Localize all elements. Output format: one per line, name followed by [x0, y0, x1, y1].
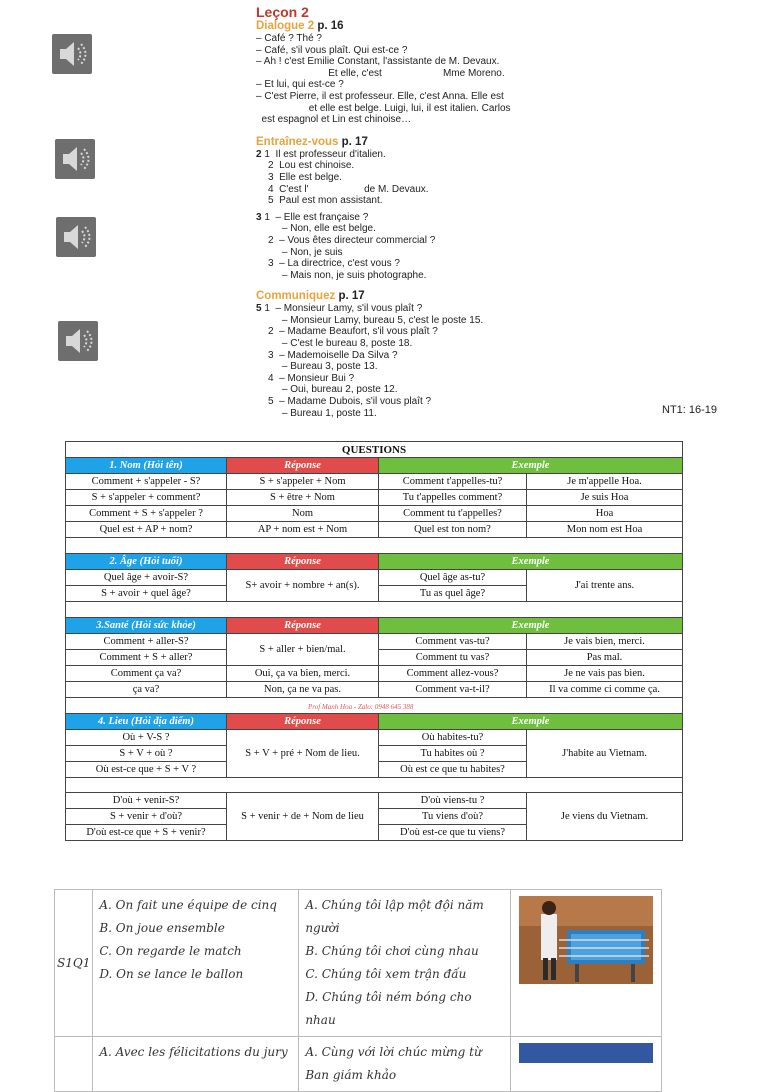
option-line: A. Cùng với lời chúc mừng từ Ban giám khảo	[305, 1045, 482, 1082]
table-cell: Où est-ce que + S + V ?	[66, 762, 227, 778]
exercise-line: 3 Elle est belge.	[268, 171, 342, 183]
table-cell: Comment + S + s'appeler ?	[66, 506, 227, 522]
exemple-header: Exemple	[379, 458, 683, 474]
table-cell: ça va?	[66, 682, 227, 698]
exercise-line: – Mais non, je suis photographe.	[268, 269, 427, 281]
lesson-text	[256, 4, 686, 419]
table-cell: Pas mal.	[527, 650, 683, 666]
table-cell: Quel âge as-tu?	[379, 570, 527, 586]
table-cell: Tu as quel âge?	[379, 586, 527, 602]
exercise-line: 2 1 Il est professeur d'italien.	[256, 148, 386, 160]
speaker-icon[interactable]	[52, 34, 92, 74]
table-cell: Il va comme ci comme ça.	[527, 682, 683, 698]
table-cell: Hoa	[527, 506, 683, 522]
exercise-line: – Bureau 1, poste 11.	[268, 407, 377, 419]
reponse-header: Réponse	[227, 554, 379, 570]
dialogue-line: – Ah ! c'est Emilie Constant, l'assistante de M. Devaux.	[256, 56, 500, 68]
photo-thumbnail	[519, 1043, 653, 1063]
table-cell: Où + V-S ?	[66, 730, 227, 746]
table-cell: Mon nom est Hoa	[527, 522, 683, 538]
exercise-line: 2 – Vous êtes directeur commercial ?	[268, 234, 436, 246]
exercise-line: 5 Paul est mon assistant.	[268, 195, 383, 207]
table-cell: S + avoir + quel âge?	[66, 586, 227, 602]
dialogue-heading: Dialogue 2 p. 16	[256, 20, 344, 32]
table-cell: Tu viens d'où?	[379, 809, 527, 825]
exemple-header: Exemple	[379, 554, 683, 570]
table-cell: Comment t'appelles-tu?	[379, 474, 527, 490]
french-options	[93, 890, 299, 1037]
option-line: D. Chúng tôi ném bóng cho nhau	[305, 990, 472, 1027]
speaker-icon[interactable]	[56, 217, 96, 257]
exercise-line: 4 – Monsieur Bui ?	[268, 372, 355, 384]
vietnamese-options	[299, 890, 511, 1037]
table-cell: S + venir + d'où?	[66, 809, 227, 825]
option-line: C. Chúng tôi xem trận đấu	[305, 967, 467, 981]
exercise-line: 3 1 – Elle est française ?	[256, 211, 369, 223]
table-cell: Comment va-t-il?	[379, 682, 527, 698]
table-cell: S + venir + de + Nom de lieu	[227, 793, 379, 841]
dialogue-line: et elle est belge. Luigi, lui, il est italien. Carlos	[256, 102, 511, 114]
table-cell: Quel est + AP + nom?	[66, 522, 227, 538]
exemple-header: Exemple	[379, 714, 683, 730]
dialogue-line: – Café, s'il vous plaît. Qui est-ce ?	[256, 44, 408, 56]
exemple-header: Exemple	[379, 618, 683, 634]
photo-cell	[511, 1037, 662, 1092]
table-cell: S + aller + bien/mal.	[227, 634, 379, 666]
table-cell: Comment tu t'appelles?	[379, 506, 527, 522]
exercise-line: 3 – La directrice, c'est vous ?	[268, 258, 400, 270]
communiquez-heading: Communiquez p. 17	[256, 290, 365, 303]
entrainez-heading: Entraînez-vous p. 17	[256, 135, 368, 148]
section-header: 2. Âge (Hỏi tuổi)	[66, 554, 227, 570]
option-line: B. On joue ensemble	[99, 921, 225, 935]
section-header: 1. Nom (Hỏi tên)	[66, 458, 227, 474]
option-line: A. Chúng tôi lập một đội năm người	[305, 898, 484, 935]
dialogue-line: Et elle, c'est Mme Moreno.	[256, 67, 505, 79]
dialogue-line: – Et lui, qui est-ce ?	[256, 79, 344, 91]
exercise-line: 2 Lou est chinoise.	[268, 160, 355, 172]
table-cell: AP + nom est + Nom	[227, 522, 379, 538]
dialogue-line: – C'est Pierre, il est professeur. Elle, c'est Anna. Elle est	[256, 90, 504, 102]
exercise-line: 3 – Mademoiselle Da Silva ?	[268, 349, 398, 361]
table-cell: Comment tu vas?	[379, 650, 527, 666]
track-note: NT1: 16-19	[662, 404, 718, 416]
exercise-line: 2 – Madame Beaufort, s'il vous plaît ?	[268, 326, 438, 338]
table-cell: Je suis Hoa	[527, 490, 683, 506]
exercise-line: – Non, je suis	[268, 246, 343, 258]
table-cell: Comment vas-tu?	[379, 634, 527, 650]
vietnamese-options	[299, 1037, 511, 1092]
table-cell: S+ avoir + nombre + an(s).	[227, 570, 379, 602]
exercise-line: 5 – Madame Dubois, s'il vous plaît ?	[268, 396, 432, 408]
reponse-header: Réponse	[227, 458, 379, 474]
question-label	[55, 1037, 93, 1092]
table-cell: Où habites-tu?	[379, 730, 527, 746]
table-cell: J'ai trente ans.	[527, 570, 683, 602]
option-line: D. On se lance le ballon	[99, 967, 244, 981]
table-cell: Où est ce que tu habites?	[379, 762, 527, 778]
table-cell: S + V + pré + Nom de lieu.	[227, 730, 379, 778]
watermark: Prof Mạnh Hoa - Zalo: 0948 645 388	[308, 703, 414, 711]
exercise-line: – Oui, bureau 2, poste 12.	[268, 384, 398, 396]
table-cell: D'où viens-tu ?	[379, 793, 527, 809]
exercise-line: – Non, elle est belge.	[268, 223, 376, 235]
foosball-photo	[519, 896, 653, 984]
question-label: S1Q1	[55, 890, 93, 1037]
table-cell: D'où + venir-S?	[66, 793, 227, 809]
table-cell: Comment + aller-S?	[66, 634, 227, 650]
reponse-header: Réponse	[227, 714, 379, 730]
table-cell: Nom	[227, 506, 379, 522]
table-cell: Quel âge + avoir-S?	[66, 570, 227, 586]
section-header: 3.Santé (Hỏi sức khỏe)	[66, 618, 227, 634]
table-cell: S + être + Nom	[227, 490, 379, 506]
table-cell: Tu t'appelles comment?	[379, 490, 527, 506]
speaker-icon[interactable]	[58, 321, 98, 361]
table-cell: Je m'appelle Hoa.	[527, 474, 683, 490]
exercise-line: 4 C'est l' de M. Devaux.	[268, 183, 429, 195]
photo-cell	[511, 890, 662, 1037]
dialogue-line: – Café ? Thé ?	[256, 33, 322, 44]
lesson-title: Leçon 2	[256, 4, 309, 20]
exercise-line: – Bureau 3, poste 13.	[268, 361, 378, 373]
french-options	[93, 1037, 299, 1092]
table-cell: Comment + S + aller?	[66, 650, 227, 666]
option-line: A. On fait une équipe de cinq	[99, 898, 277, 912]
option-line: C. On regarde le match	[99, 944, 242, 958]
table-cell: Non, ça ne va pas.	[227, 682, 379, 698]
table-cell: Comment ça va?	[66, 666, 227, 682]
table-cell: Je viens du Vietnam.	[527, 793, 683, 841]
questions-title: QUESTIONS	[66, 442, 683, 458]
table-cell: Je vais bien, merci.	[527, 634, 683, 650]
table-cell: J'habite au Vietnam.	[527, 730, 683, 778]
exercise-line: – Monsieur Lamy, bureau 5, c'est le poste 15.	[268, 314, 484, 326]
reponse-header: Réponse	[227, 618, 379, 634]
table-cell: Tu habites où ?	[379, 746, 527, 762]
section-header: 4. Lieu (Hỏi địa điểm)	[66, 714, 227, 730]
table-cell: S + V + où ?	[66, 746, 227, 762]
questions-table	[65, 441, 683, 841]
table-cell: S + s'appeler + Nom	[227, 474, 379, 490]
exercise-table	[54, 889, 662, 1092]
option-line: A. Avec les félicitations du jury	[99, 1045, 288, 1059]
table-cell: Quel est ton nom?	[379, 522, 527, 538]
table-cell: Oui, ça va bien, merci.	[227, 666, 379, 682]
exercise-line: 5 1 – Monsieur Lamy, s'il vous plaît ?	[256, 303, 423, 315]
table-cell: S + s'appeler + comment?	[66, 490, 227, 506]
table-cell: Comment allez-vous?	[379, 666, 527, 682]
exercise-line: – C'est le bureau 8, poste 18.	[268, 338, 413, 350]
table-cell: Comment + s'appeler - S?	[66, 474, 227, 490]
option-line: B. Chúng tôi chơi cùng nhau	[305, 944, 479, 958]
table-cell: D'où est-ce que tu viens?	[379, 825, 527, 841]
table-cell: Je ne vais pas bien.	[527, 666, 683, 682]
dialogue-line: est espagnol et Lin est chinoise…	[256, 114, 412, 126]
table-cell: D'où est-ce que + S + venir?	[66, 825, 227, 841]
speaker-icon[interactable]	[55, 139, 95, 179]
